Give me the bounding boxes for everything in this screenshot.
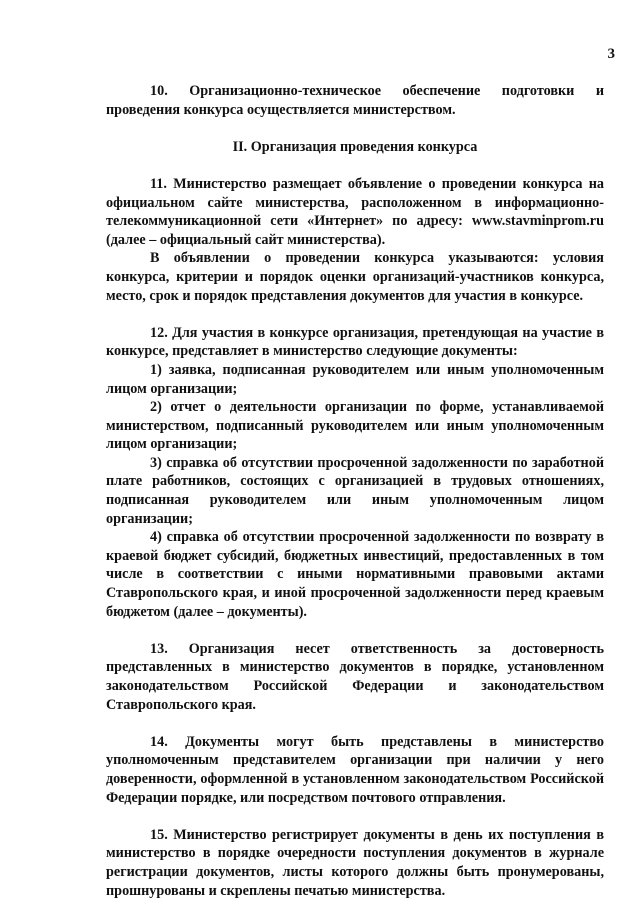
paragraph-12-item-2: 2) отчет о деятельности организации по форме, устанавливаемой министерством, подписанный руководителем или иным уполномоченным лицом организации; [106, 399, 604, 453]
paragraph-11: 11. Министерство размещает объявление о проведении конкурса на официальном сайте министерства, расположенном в информационно-телекоммуникационной сети «Интернет» по адресу: www.stavminprom.ru (далее – официальный сайт министерства). [106, 175, 604, 248]
paragraph-12-item-4: 4) справка об отсутствии просроченной задолженности по возврату в краевой бюджет субсидий, бюджетных инвестиций, предоставленных в том числе в соответствии с иными нормативными правовыми актами Ставропольского края, и иной просроченной задолженности перед краевым бюджетом (далее – документы). [106, 529, 604, 620]
document-body [106, 82, 604, 900]
paragraph-14: 14. Документы могут быть представлены в министерство уполномоченным представителем организации при наличии у него доверенности, оформленной в установленном законодательством Российской Федерации порядке, или посредством почтового отправления. [106, 733, 604, 806]
section-title: II. Организация проведения конкурса [232, 138, 478, 155]
paragraph-11-announcement: В объявлении о проведении конкурса указываются: условия конкурса, критерии и порядок оценки организаций-участников конкурса, место, срок и порядок представления документов для участия в конкурсе. [106, 250, 604, 304]
paragraph-15: 15. Министерство регистрирует документы в день их поступления в министерство в порядке очередности поступления документов в журнале регистрации документов, листы которого должны быть пронумерованы, прошнурованы и скреплены печатью министерства. [106, 826, 604, 899]
paragraph-13: 13. Организация несет ответственность за достоверность представленных в министерство документов в порядке, установленном законодательством Российской Федерации и законодательством Ставропольского края. [106, 640, 604, 713]
paragraph-12-item-3: 3) справка об отсутствии просроченной задолженности по заработной плате работников, состоящих с организацией в трудовых отношениях, подписанная руководителем или иным уполномоченным лицом организации; [106, 454, 604, 527]
paragraph-12-item-1: 1) заявка, подписанная руководителем или иным уполномоченным лицом организации; [106, 361, 604, 397]
paragraph-12: 12. Для участия в конкурсе организация, претендующая на участие в конкурсе, представляет в министерство следующие документы: [106, 324, 604, 360]
paragraph-10: 10. Организационно-техническое обеспечение подготовки и проведения конкурса осуществляется министерством. [106, 83, 604, 118]
page-number: 3 [607, 46, 615, 62]
